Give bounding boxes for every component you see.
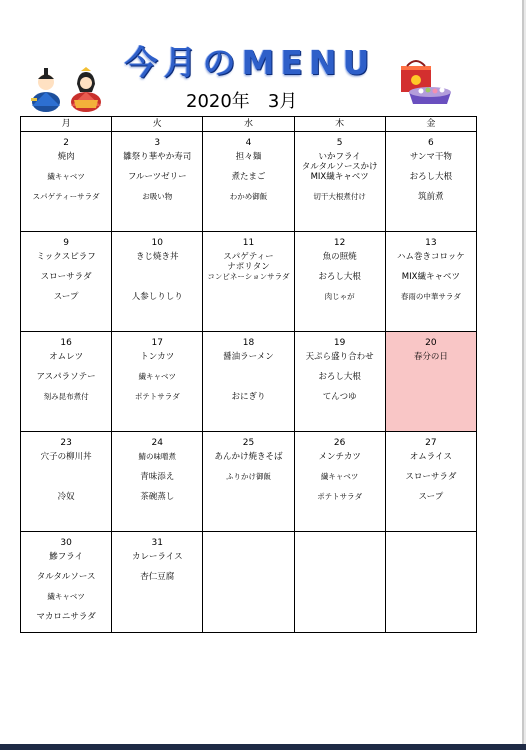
weekday-header: 金 bbox=[385, 117, 476, 132]
day-number bbox=[386, 534, 476, 552]
day-cell bbox=[385, 432, 476, 532]
menu-item: あんかけ焼きそば bbox=[214, 452, 283, 462]
day-cell bbox=[203, 132, 294, 232]
menu-item: 穴子の柳川丼 bbox=[40, 452, 92, 462]
day-cell bbox=[203, 232, 294, 332]
day-cell bbox=[294, 432, 385, 532]
month-label: 3月 bbox=[267, 91, 298, 112]
menu-items bbox=[386, 352, 476, 372]
menu-item: 茶碗蒸し bbox=[140, 492, 175, 502]
day-number: 9 bbox=[63, 238, 69, 248]
menu-item: メンチカツ bbox=[318, 452, 361, 462]
menu-item: おろし大根 bbox=[318, 372, 361, 382]
menu-item: オムライス bbox=[409, 452, 452, 462]
menu-item: 繊キャベツ bbox=[320, 472, 359, 481]
menu-title: 今月のMENU bbox=[124, 43, 376, 82]
day-number bbox=[203, 534, 293, 552]
menu-items bbox=[112, 252, 202, 312]
menu-item: ふりかけ御飯 bbox=[225, 472, 271, 481]
menu-item: おろし大根 bbox=[318, 272, 361, 282]
weekday-header: 木 bbox=[294, 117, 385, 132]
day-cell bbox=[385, 232, 476, 332]
menu-item: ポテトサラダ bbox=[134, 392, 180, 401]
menu-items bbox=[295, 452, 385, 512]
week-row bbox=[21, 232, 477, 332]
day-number: 17 bbox=[151, 338, 163, 348]
menu-item: トンカツ bbox=[140, 352, 175, 362]
menu-item: サンマ干物 bbox=[409, 152, 452, 162]
day-number: 2 bbox=[63, 138, 69, 148]
menu-item: 天ぷら盛り合わせ bbox=[305, 352, 374, 362]
menu-item: オムレツ bbox=[49, 352, 84, 362]
day-number: 16 bbox=[60, 338, 72, 348]
week-row bbox=[21, 132, 477, 232]
day-number: 19 bbox=[333, 338, 346, 348]
menu-item: 焼肉 bbox=[57, 152, 75, 162]
menu-items bbox=[203, 252, 293, 292]
day-number: 5 bbox=[336, 138, 343, 148]
menu-items bbox=[21, 552, 111, 632]
menu-item: MIX繊キャベツ bbox=[310, 172, 369, 182]
menu-item: ハム巻きコロッケ bbox=[396, 252, 465, 262]
hina-dolls-illustration bbox=[26, 62, 110, 112]
menu-item: 春分の日 bbox=[413, 352, 448, 362]
day-number: 26 bbox=[333, 438, 346, 448]
bottom-window-strip bbox=[0, 744, 526, 750]
weekday-header: 火 bbox=[112, 117, 203, 132]
menu-items bbox=[203, 152, 293, 212]
day-cell bbox=[21, 332, 112, 432]
week-row bbox=[21, 332, 477, 432]
weekday-header: 水 bbox=[203, 117, 294, 132]
day-cell bbox=[112, 432, 203, 532]
menu-item: MIX繊キャベツ bbox=[401, 272, 460, 282]
menu-item: マカロニサラダ bbox=[36, 612, 96, 622]
menu-items bbox=[21, 352, 111, 412]
day-cell bbox=[112, 132, 203, 232]
menu-item: おにぎり bbox=[231, 392, 266, 402]
period-label bbox=[186, 90, 336, 114]
menu-item: 冷奴 bbox=[57, 492, 75, 502]
day-cell bbox=[21, 532, 112, 633]
menu-items bbox=[21, 152, 111, 212]
menu-item: スローサラダ bbox=[405, 472, 457, 482]
menu-item: てんつゆ bbox=[322, 392, 357, 402]
day-cell bbox=[385, 132, 476, 232]
menu-items bbox=[386, 252, 476, 312]
day-number: 23 bbox=[60, 438, 72, 448]
day-cell bbox=[21, 132, 112, 232]
day-cell bbox=[21, 232, 112, 332]
menu-items bbox=[203, 352, 293, 412]
day-cell bbox=[21, 432, 112, 532]
menu-item: お吸い物 bbox=[142, 192, 173, 201]
day-number: 3 bbox=[154, 138, 161, 148]
day-number: 24 bbox=[151, 438, 163, 448]
week-row bbox=[21, 432, 477, 532]
menu-items bbox=[112, 352, 202, 412]
menu-item: 刻み昆布煮付 bbox=[43, 392, 89, 401]
day-number: 20 bbox=[425, 338, 437, 348]
day-cell bbox=[112, 332, 203, 432]
menu-item: おろし大根 bbox=[409, 172, 453, 182]
menu-items bbox=[295, 152, 385, 212]
menu-items bbox=[112, 552, 202, 592]
day-number: 11 bbox=[242, 238, 255, 248]
menu-items bbox=[386, 152, 476, 212]
menu-item: スパゲティーサラダ bbox=[32, 192, 100, 201]
menu-item: 青味添え bbox=[140, 472, 175, 482]
menu-item: ポテトサラダ bbox=[317, 492, 363, 501]
menu-item: ミックスピラフ bbox=[36, 252, 96, 262]
menu-items bbox=[295, 352, 385, 412]
menu-item: 醤油ラーメン bbox=[223, 352, 274, 362]
menu-item: 繊キャベツ bbox=[47, 592, 85, 601]
menu-items bbox=[21, 452, 111, 512]
menu-item: 杏仁豆腐 bbox=[140, 572, 175, 582]
menu-items bbox=[203, 452, 293, 492]
menu-item: 鯖の味噌煮 bbox=[138, 452, 177, 461]
day-number: 12 bbox=[333, 238, 346, 248]
menu-item: 人参しりしり bbox=[131, 292, 183, 302]
gift-basket-illustration bbox=[395, 56, 455, 108]
day-number: 13 bbox=[425, 238, 437, 248]
day-number: 31 bbox=[151, 538, 163, 548]
menu-item: 春雨の中華サラダ bbox=[400, 292, 461, 301]
day-cell bbox=[203, 532, 294, 633]
menu-item: いかフライ タルタルソースかけ bbox=[301, 152, 378, 172]
day-number: 25 bbox=[242, 438, 255, 448]
day-cell bbox=[294, 132, 385, 232]
menu-items bbox=[386, 452, 476, 512]
menu-items bbox=[112, 152, 202, 212]
menu-item: アスパラソテー bbox=[36, 372, 96, 382]
weekday-header: 月 bbox=[21, 117, 112, 132]
day-cell bbox=[203, 432, 294, 532]
menu-item: 担々麺 bbox=[235, 152, 262, 162]
day-number: 30 bbox=[60, 538, 72, 548]
menu-calendar-table bbox=[20, 116, 477, 633]
menu-item: 筑前煮 bbox=[418, 192, 444, 202]
day-cell bbox=[112, 232, 203, 332]
menu-items bbox=[21, 252, 111, 312]
menu-item: タルタルソース bbox=[36, 572, 96, 582]
day-number: 18 bbox=[242, 338, 255, 348]
menu-item: わかめ御飯 bbox=[229, 192, 268, 201]
menu-item: スパゲティー ナポリタン bbox=[223, 252, 274, 272]
day-cell bbox=[385, 332, 476, 432]
weekday-header-row bbox=[21, 117, 477, 132]
menu-item: 繊キャベツ bbox=[138, 372, 177, 381]
menu-items bbox=[295, 252, 385, 312]
menu-item: きじ焼き丼 bbox=[136, 252, 179, 262]
menu-item: フルーツゼリー bbox=[127, 172, 187, 182]
day-cell bbox=[385, 532, 476, 633]
day-number: 10 bbox=[151, 238, 163, 248]
menu-item: 魚の照焼 bbox=[322, 252, 357, 262]
menu-item: 繊キャベツ bbox=[47, 172, 85, 181]
day-number: 6 bbox=[428, 138, 434, 148]
menu-item: スープ bbox=[53, 292, 79, 302]
menu-item: 肉じゃが bbox=[324, 292, 355, 301]
menu-item: コンビネーションサラダ bbox=[207, 272, 290, 281]
day-number: 27 bbox=[425, 438, 437, 448]
year-label: 2020年 bbox=[186, 91, 250, 112]
week-row bbox=[21, 532, 477, 633]
menu-item: 鰺フライ bbox=[49, 552, 83, 562]
menu-item: スープ bbox=[418, 492, 444, 502]
day-cell bbox=[294, 332, 385, 432]
day-cell bbox=[203, 332, 294, 432]
menu-item: 雛祭り華やか寿司 bbox=[123, 152, 192, 162]
menu-item: 煮たまご bbox=[231, 172, 266, 182]
day-cell bbox=[294, 532, 385, 633]
day-cell bbox=[112, 532, 203, 633]
menu-item: 切干大根煮付け bbox=[313, 192, 366, 201]
day-number: 4 bbox=[245, 138, 252, 148]
menu-item: スローサラダ bbox=[40, 272, 92, 282]
menu-items bbox=[112, 452, 202, 512]
day-cell bbox=[294, 232, 385, 332]
day-number bbox=[295, 534, 385, 552]
menu-item: カレーライス bbox=[131, 552, 183, 562]
